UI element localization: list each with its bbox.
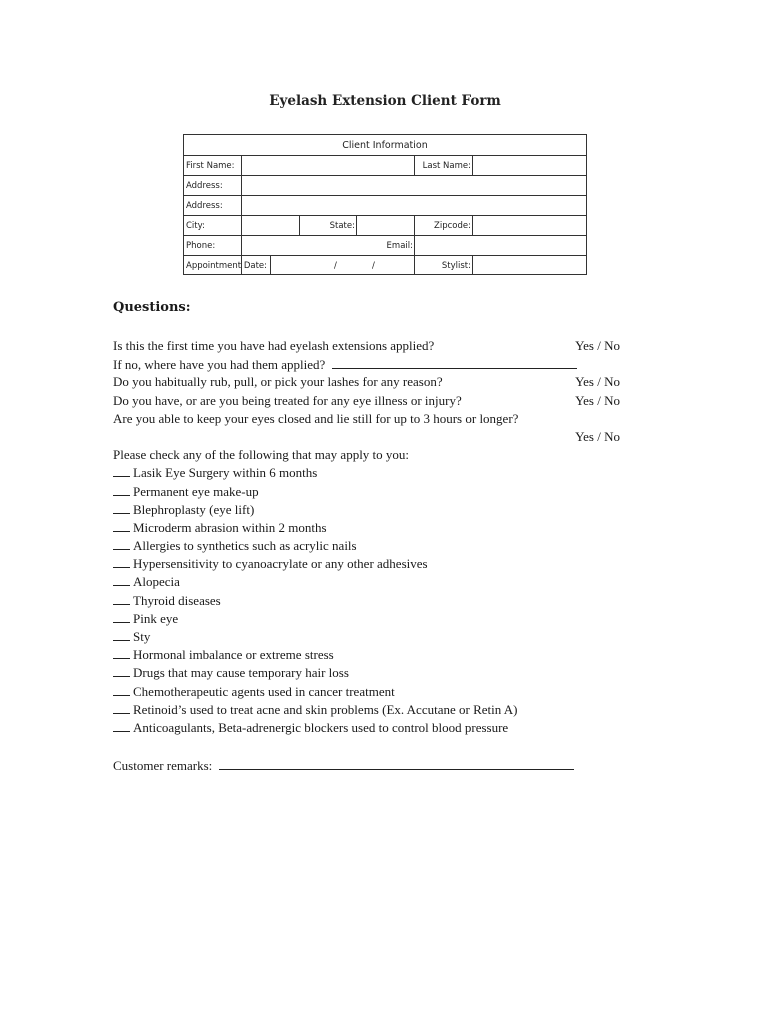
condition-checkbox-blank[interactable] — [113, 537, 130, 550]
address-2-field[interactable] — [244, 197, 582, 215]
condition-checkbox-blank[interactable] — [113, 701, 130, 714]
stylist-label: Stylist: — [441, 261, 471, 271]
questions-section — [113, 337, 623, 737]
client-information-table — [183, 134, 587, 275]
condition-label: Hypersensitivity to cyanoacrylate or any other adhesives — [133, 556, 428, 572]
condition-item — [113, 555, 623, 573]
condition-item — [113, 592, 623, 610]
phone-field[interactable] — [244, 237, 379, 255]
condition-item — [113, 628, 623, 646]
yes-no-option[interactable]: Yes / No — [575, 338, 620, 353]
question-eyes-closed: Are you able to keep your eyes closed and lie still for up to 3 hours or longer? — [113, 410, 519, 426]
question-first-time: Is this the first time you have had eyelash extensions applied? — [113, 338, 435, 353]
condition-item — [113, 573, 623, 591]
yes-no-option[interactable]: Yes / No — [575, 374, 620, 390]
condition-label: Sty — [133, 629, 151, 644]
condition-checkbox-blank[interactable] — [113, 664, 130, 677]
customer-remarks — [113, 756, 574, 774]
table-divider — [184, 215, 586, 216]
condition-label: Alopecia — [133, 574, 180, 590]
last-name-label: Last Name: — [422, 161, 471, 171]
address-field[interactable] — [244, 177, 582, 195]
condition-checkbox-blank[interactable] — [113, 573, 130, 586]
customer-remarks-label: Customer remarks: — [113, 758, 213, 773]
condition-item — [113, 537, 623, 555]
condition-label: Pink eye — [133, 610, 179, 626]
question-eye-illness: Do you have, or are you being treated for any eye illness or injury? — [113, 392, 462, 408]
condition-checkbox-blank[interactable] — [113, 555, 130, 568]
client-information-header: Client Information — [184, 135, 586, 156]
condition-item — [113, 664, 623, 682]
check-intro-text: Please check any of the following that may apply to you: — [113, 447, 410, 463]
yes-no-option[interactable]: Yes / No — [575, 392, 620, 408]
condition-item — [113, 501, 623, 519]
condition-checkbox-blank[interactable] — [113, 501, 130, 514]
condition-label: Thyroid diseases — [133, 592, 221, 608]
stylist-field[interactable] — [475, 257, 583, 275]
condition-item — [113, 683, 623, 701]
where-applied-field[interactable] — [332, 355, 577, 369]
condition-label: Retinoid’s used to treat acne and skin problems (Ex. Accutane or Retin A) — [133, 701, 518, 717]
question-rub-lashes: Do you habitually rub, pull, or pick your lashes for any reason? — [113, 374, 443, 390]
question-row — [113, 373, 623, 391]
email-field[interactable] — [417, 237, 583, 255]
condition-label: Microderm abrasion within 2 months — [133, 519, 327, 535]
condition-item — [113, 701, 623, 719]
question-row — [113, 337, 623, 355]
table-divider — [472, 215, 473, 235]
condition-checkbox-blank[interactable] — [113, 610, 130, 623]
condition-item — [113, 719, 623, 737]
date-separator: / — [334, 261, 337, 271]
condition-checkbox-blank[interactable] — [113, 719, 130, 732]
condition-label: Anticoagulants, Beta-adrenergic blockers used to control blood pressure — [133, 719, 509, 735]
condition-checkbox-blank[interactable] — [113, 483, 130, 496]
condition-checkbox-blank[interactable] — [113, 519, 130, 532]
questions-heading: Questions: — [113, 300, 191, 315]
condition-label: Blephroplasty (eye lift) — [133, 501, 255, 517]
appointment-date-field[interactable] — [273, 257, 412, 275]
condition-item — [113, 646, 623, 664]
question-row — [113, 355, 623, 373]
state-label: State: — [329, 221, 355, 231]
table-divider — [356, 215, 357, 235]
zipcode-field[interactable] — [475, 217, 583, 235]
condition-label: Lasik Eye Surgery within 6 months — [133, 465, 318, 481]
table-divider — [184, 195, 586, 196]
condition-checkbox-blank[interactable] — [113, 592, 130, 605]
phone-label: Phone: — [186, 241, 216, 251]
condition-checkbox-blank[interactable] — [113, 628, 130, 641]
city-field[interactable] — [244, 217, 297, 235]
condition-label: Hormonal imbalance or extreme stress — [133, 647, 334, 663]
condition-checkbox-blank[interactable] — [113, 464, 130, 477]
condition-item — [113, 483, 623, 501]
condition-item — [113, 464, 623, 482]
first-name-field[interactable] — [244, 157, 412, 175]
address-2-label: Address: — [186, 201, 223, 211]
condition-item — [113, 519, 623, 537]
check-intro — [113, 446, 623, 464]
question-row — [113, 410, 623, 428]
table-divider — [184, 175, 586, 176]
last-name-field[interactable] — [475, 157, 583, 175]
table-divider — [472, 255, 473, 275]
state-field[interactable] — [359, 217, 412, 235]
email-label: Email: — [386, 241, 413, 251]
condition-label: Drugs that may cause temporary hair loss — [133, 665, 349, 681]
customer-remarks-field[interactable] — [219, 756, 574, 770]
question-where-applied: If no, where have you had them applied? — [113, 357, 326, 373]
form-title: Eyelash Extension Client Form — [269, 93, 501, 109]
condition-checkbox-blank[interactable] — [113, 683, 130, 696]
appointment-date-label: Appointment Date: — [186, 261, 267, 271]
condition-label: Permanent eye make-up — [133, 483, 259, 499]
yes-no-option[interactable]: Yes / No — [575, 428, 620, 444]
city-label: City: — [186, 221, 205, 231]
zipcode-label: Zipcode: — [434, 221, 471, 231]
condition-checkbox-blank[interactable] — [113, 646, 130, 659]
table-divider — [270, 255, 271, 275]
question-row — [113, 428, 623, 446]
condition-label: Chemotherapeutic agents used in cancer treatment — [133, 683, 395, 699]
first-name-label: First Name: — [186, 161, 235, 171]
condition-item — [113, 610, 623, 628]
conditions-list — [113, 464, 623, 737]
condition-label: Allergies to synthetics such as acrylic nails — [133, 538, 357, 554]
address-label: Address: — [186, 181, 223, 191]
date-separator: / — [372, 261, 375, 271]
question-row — [113, 392, 623, 410]
table-divider — [472, 155, 473, 175]
